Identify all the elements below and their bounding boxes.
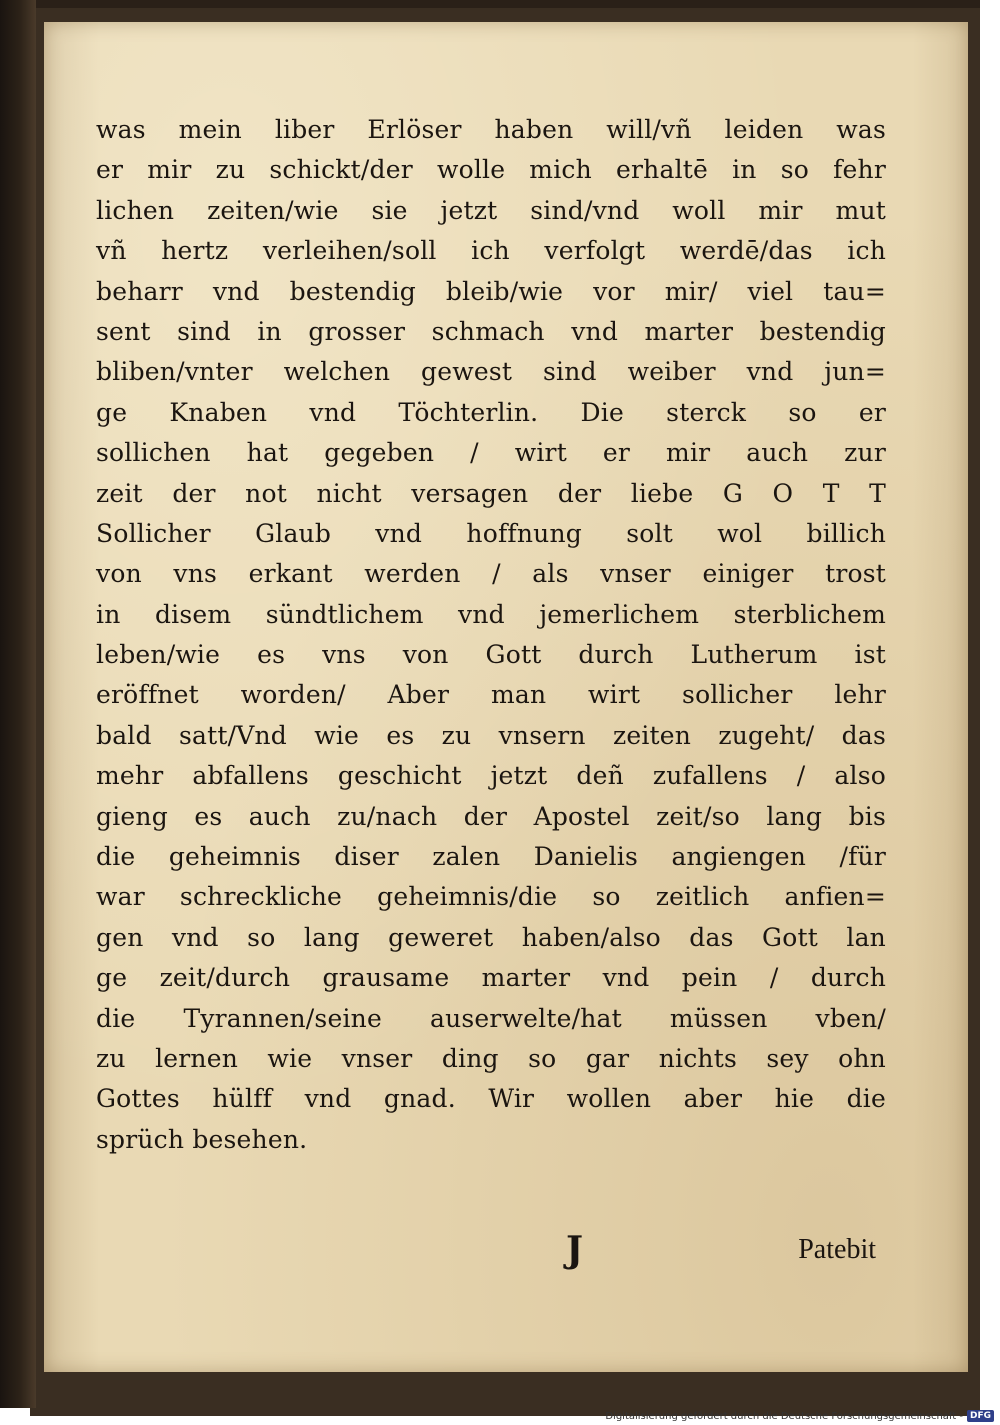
text-line: sprüch besehen. (96, 1124, 308, 1154)
text-line: Gottes hülff vnd gnad. Wir wollen aber hie die (96, 1084, 886, 1114)
text-line: lichen zeiten/wie sie jetzt sind/vnd woll mir mut (96, 195, 886, 225)
text-line: Sollicher Glaub vnd hoffnung solt wol billich (96, 518, 886, 548)
text-line: beharr vnd bestendig bleib/wie vor mir/ viel tau= (96, 276, 886, 306)
text-line: gieng es auch zu/nach der Apostel zeit/so lang bis (96, 801, 886, 831)
text-line: ge Knaben vnd Töchterlin. Die sterck so er (96, 397, 886, 427)
catchword: Patebit (798, 1234, 876, 1265)
text-line: mehr abfallens geschicht jetzt deñ zufallens / also (96, 761, 886, 791)
text-line: ge zeit/durch grausame marter vnd pein / durch (96, 963, 886, 993)
text-line: zu lernen wie vnser ding so gar nichts sey ohn (96, 1043, 886, 1073)
text-line: bliben/vnter welchen gewest sind weiber vnd jun= (96, 357, 886, 387)
text-line: bald satt/Vnd wie es zu vnsern zeiten zugeht/ das (96, 720, 886, 750)
text-line: die geheimnis diser zalen Danielis angiengen /für (96, 842, 886, 872)
text-line: zeit der not nicht versagen der liebe G O T T (96, 478, 886, 508)
text-line: sent sind in grosser schmach vnd marter bestendig (96, 316, 886, 346)
text-line: sollichen hat gegeben / wirt er mir auch zur (96, 438, 886, 468)
text-line: in disem sündtlichem vnd jemerlichem sterblichem (96, 599, 886, 629)
paper-page (44, 22, 968, 1372)
text-line: leben/wie es vns von Gott durch Lutherum ist (96, 640, 886, 670)
body-text (96, 110, 886, 1160)
text-line: was mein liber Erlöser haben will/vñ leiden was (96, 115, 886, 144)
dfg-logo: DFG (967, 1410, 994, 1422)
text-line: er mir zu schickt/der wolle mich erhaltē in so fehr (96, 155, 886, 185)
book-binding (0, 0, 36, 1408)
text-line: die Tyrannen/seine auserwelte/hat müssen vben/ (96, 1003, 886, 1033)
text-line: war schreckliche geheimnis/die so zeitlich anfien= (96, 882, 886, 912)
text-line: von vns erkant werden / als vnser einiger trost (96, 559, 886, 589)
text-line: gen vnd so lang geweret haben/also das Gott lan (96, 922, 886, 952)
text-line: eröffnet worden/ Aber man wirt sollicher lehr (96, 680, 886, 710)
page-footer-row (96, 1228, 876, 1272)
signature-mark: J (566, 1229, 584, 1271)
credit-text: Digitalisierung gefördert durch die Deutsche Forschungsgemeinschaft - (605, 1410, 963, 1422)
text-line: vñ hertz verleihen/soll ich verfolgt werdē/das ich (96, 236, 886, 266)
digitization-credit (605, 1409, 994, 1423)
